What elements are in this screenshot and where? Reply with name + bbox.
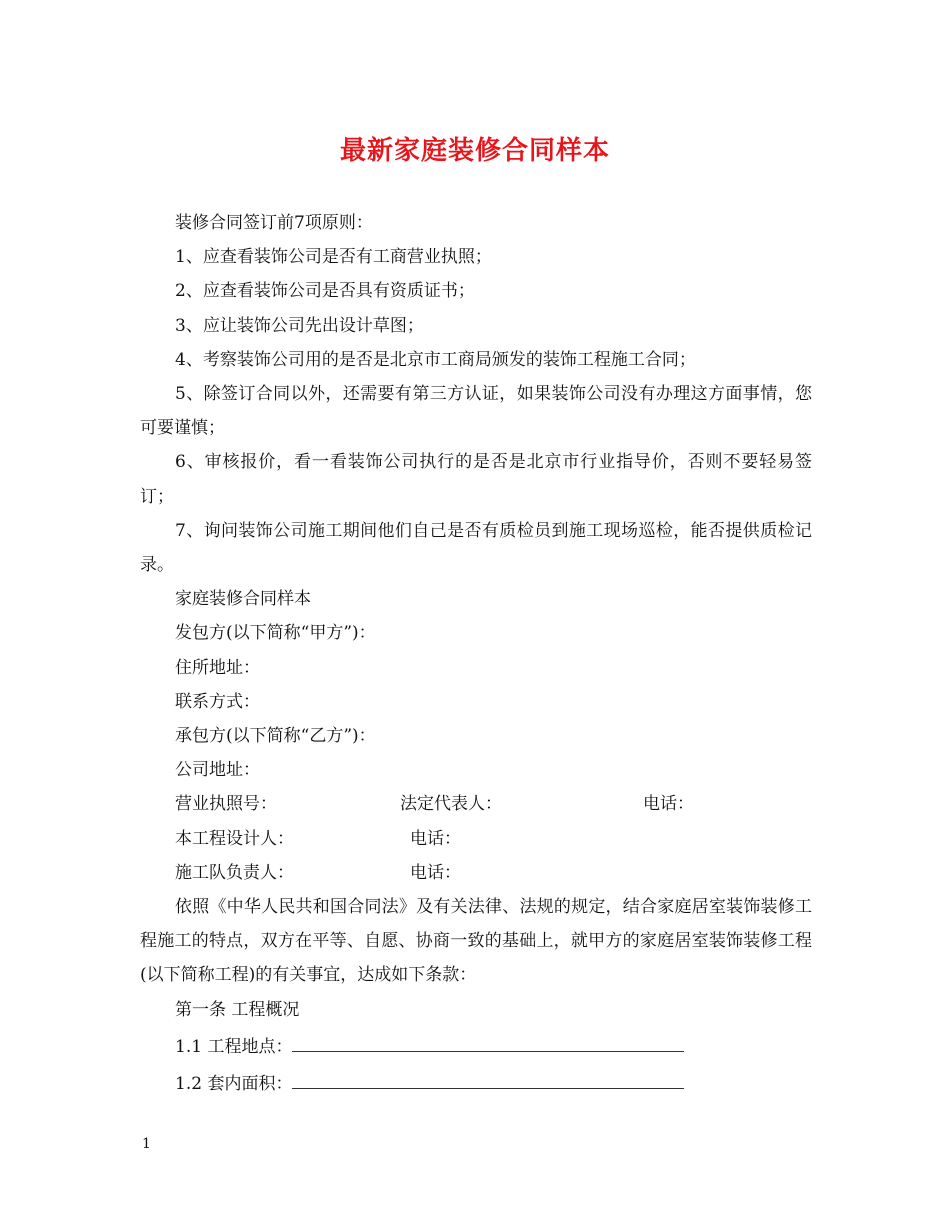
designer-phone-label: 电话： — [410, 828, 461, 849]
article-1-heading: 第一条 工程概况 — [175, 999, 300, 1020]
floor-area-label: 1.2 套内面积： — [175, 1074, 293, 1095]
article-1-item-2 — [140, 1064, 812, 1101]
principle-6: 6、审核报价，看一看装饰公司执行的是否是北京市行业指导价，否则不要轻易签订； — [140, 452, 812, 507]
principle-1: 1、应查看装饰公司是否有工商营业执照； — [175, 247, 492, 268]
designer-row — [140, 822, 812, 856]
preamble-paragraph: 依照《中华人民共和国合同法》及有关法律、法规的规定，结合家庭居室装饰装修工程施工的特点，双方在平等、自愿、协商一致的基础上，就甲方的家庭居室装饰装修工程(以下简称工程)的有关事宜，达成如下条款： — [140, 897, 812, 986]
party-a-address-label: 住所地址： — [175, 657, 260, 678]
party-a-contact-label: 联系方式： — [175, 691, 260, 712]
license-label: 营业执照号： — [175, 794, 277, 815]
document-body — [140, 206, 812, 1101]
principle-3: 3、应让装饰公司先出设计草图； — [175, 315, 424, 336]
site-location-blank — [292, 1027, 684, 1052]
site-location-label: 1.1 工程地点： — [175, 1036, 293, 1057]
company-phone-label: 电话： — [643, 794, 694, 815]
team-lead-phone-label: 电话： — [410, 862, 461, 883]
principle-7: 7、询问装饰公司施工期间他们自己是否有质检员到施工现场巡检，能否提供质检记录。 — [140, 520, 812, 576]
sample-heading: 家庭装修合同样本 — [175, 589, 311, 610]
team-lead-label: 施工队负责人： — [175, 862, 294, 883]
team-lead-row — [140, 856, 812, 890]
document-title: 最新家庭装修合同样本 — [339, 136, 610, 166]
party-a-name-label: 发包方(以下简称“甲方”)： — [175, 623, 376, 644]
license-row — [140, 787, 812, 821]
principle-2: 2、应查看装饰公司是否具有资质证书； — [175, 281, 475, 302]
party-b-address-label: 公司地址： — [175, 760, 260, 781]
principle-5: 5、除签订合同以外，还需要有第三方认证，如果装饰公司没有办理这方面事情，您可要谨慎； — [140, 384, 812, 439]
intro-line: 装修合同签订前7项原则： — [175, 213, 373, 233]
principle-4: 4、考察装饰公司用的是否是北京市工商局颁发的装饰工程施工合同； — [175, 349, 696, 370]
article-1-item-1 — [140, 1027, 812, 1064]
floor-area-blank — [292, 1064, 684, 1089]
party-b-name-label: 承包方(以下简称“乙方”)： — [175, 726, 376, 747]
designer-label: 本工程设计人： — [175, 828, 294, 849]
page-number: 1 — [142, 1136, 151, 1152]
legal-rep-label: 法定代表人： — [400, 794, 502, 815]
